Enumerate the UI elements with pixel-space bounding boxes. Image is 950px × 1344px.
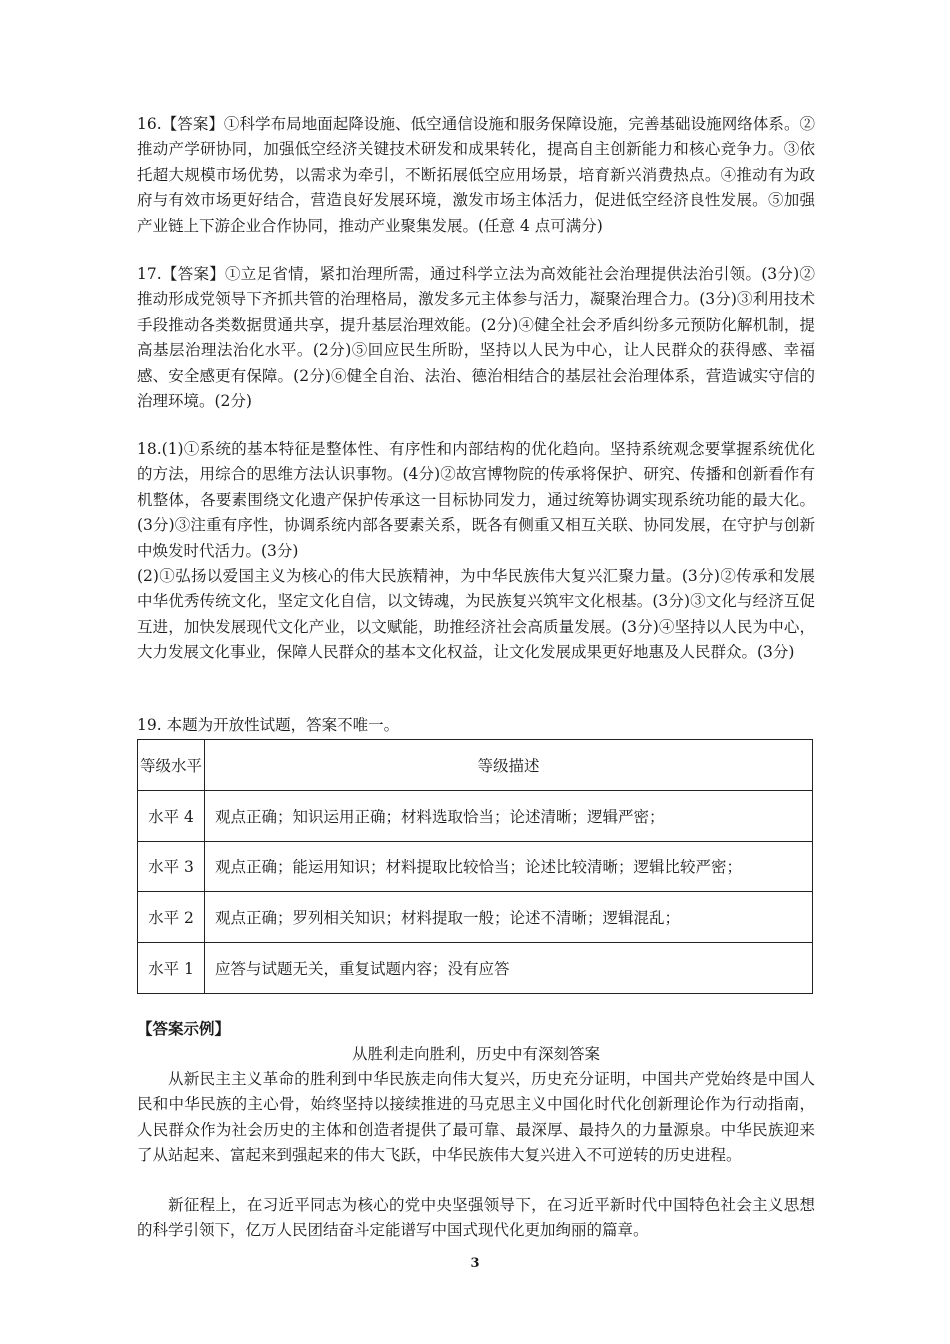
desc-cell: 观点正确；罗列相关知识；材料提取一般；论述不清晰；逻辑混乱； [205,892,813,943]
answer-18 [137,437,815,666]
level-cell: 水平 2 [138,892,205,943]
level-cell: 水平 4 [138,790,205,841]
desc-cell: 应答与试题无关，重复试题内容；没有应答 [205,943,813,994]
desc-cell: 观点正确；知识运用正确；材料选取恰当；论述清晰；逻辑严密； [205,790,813,841]
page-number: 3 [470,1256,480,1271]
example-paragraph-1: 从新民主主义革命的胜利到中华民族走向伟大复兴，历史充分证明，中国共产党始终是中国人民和中华民族的主心骨，始终坚持以接续推进的马克思主义中国化时代化创新理论作为行动指南，人民群众作为社会历史的主体和创造者提供了最可靠、最深厚、最持久的力量源泉。中华民族迎来了从站起来、富起来到强起来的伟大飞跃，中华民族伟大复兴进入不可逆转的历史进程。 [137,1070,815,1165]
table-row [138,943,813,994]
table-header-level: 等级水平 [138,740,205,791]
example-paragraph-2: 新征程上，在习近平同志为核心的党中央坚强领导下，在习近平新时代中国特色社会主义思想的科学引领下，亿万人民团结奋斗定能谱写中国式现代化更加绚丽的篇章。 [137,1196,815,1240]
example-title: 从胜利走向胜利，历史中有深刻答案 [351,1045,600,1063]
level-cell: 水平 1 [138,943,205,994]
level-cell: 水平 3 [138,841,205,892]
answer-18-part-1: 18.(1)①系统的基本特征是整体性、有序性和内部结构的优化趋向。坚持系统观念要掌握系统优化的方法，用综合的思维方法认识事物。(4分)②故宫博物院的传承将保护、研究、传播和创新看作有机整体，各要素围绕文化遗产保护传承这一目标协同发力，通过统筹协调实现系统功能的最大化。(3分)③注重有序性，协调系统内部各要素关系，既各有侧重又相互关联、协同发展，在守护与创新中焕发时代活力。(3分) [137,440,815,560]
answer-17: 17.【答案】①立足省情，紧扣治理所需，通过科学立法为高效能社会治理提供法治引领。(3分)②推动形成党领导下齐抓共管的治理格局，激发多元主体参与活力，凝聚治理合力。(3分)③利用技术手段推动各类数据贯通共享，提升基层治理效能。(2分)④健全社会矛盾纠纷多元预防化解机制，提高基层治理法治化水平。(2分)⑤回应民生所盼，坚持以人民为中心，让人民群众的获得感、幸福感、安全感更有保障。(2分)⑥健全自治、法治、德治相结合的基层社会治理体系，营造诚实守信的治理环境。(2分) [137,265,815,411]
table-row [138,790,813,841]
table-header-desc: 等级描述 [205,740,813,791]
table-row [138,892,813,943]
example-label: 【答案示例】 [137,1019,231,1038]
desc-cell: 观点正确；能运用知识；材料提取比较恰当；论述比较清晰；逻辑比较严密； [205,841,813,892]
grading-table [137,739,813,994]
table-header-row [138,740,813,791]
answer-18-part-2: (2)①弘扬以爱国主义为核心的伟大民族精神，为中华民族伟大复兴汇聚力量。(3分)②传承和发展中华优秀传统文化，坚定文化自信，以文铸魂，为民族复兴筑牢文化根基。(3分)③文化与经济互促互进，加快发展现代文化产业，以文赋能，助推经济社会高质量发展。(3分)④坚持以人民为中心，大力发展文化事业，保障人民群众的基本文化权益，让文化发展成果更好地惠及人民群众。(3分) [137,567,815,662]
answer-19-intro: 19. 本题为开放性试题，答案不唯一。 [137,716,400,734]
answer-16: 16.【答案】①科学布局地面起降设施、低空通信设施和服务保障设施，完善基础设施网络体系。②推动产学研协同，加强低空经济关键技术研发和成果转化，提高自主创新能力和核心竞争力。③依托超大规模市场优势，以需求为牵引，不断拓展低空应用场景，培育新兴消费热点。④推动有为政府与有效市场更好结合，营造良好发展环境，激发市场主体活力，促进低空经济良性发展。⑤加强产业链上下游企业合作协同，推动产业聚集发展。(任意 4 点可满分) [137,115,815,235]
table-row [138,841,813,892]
